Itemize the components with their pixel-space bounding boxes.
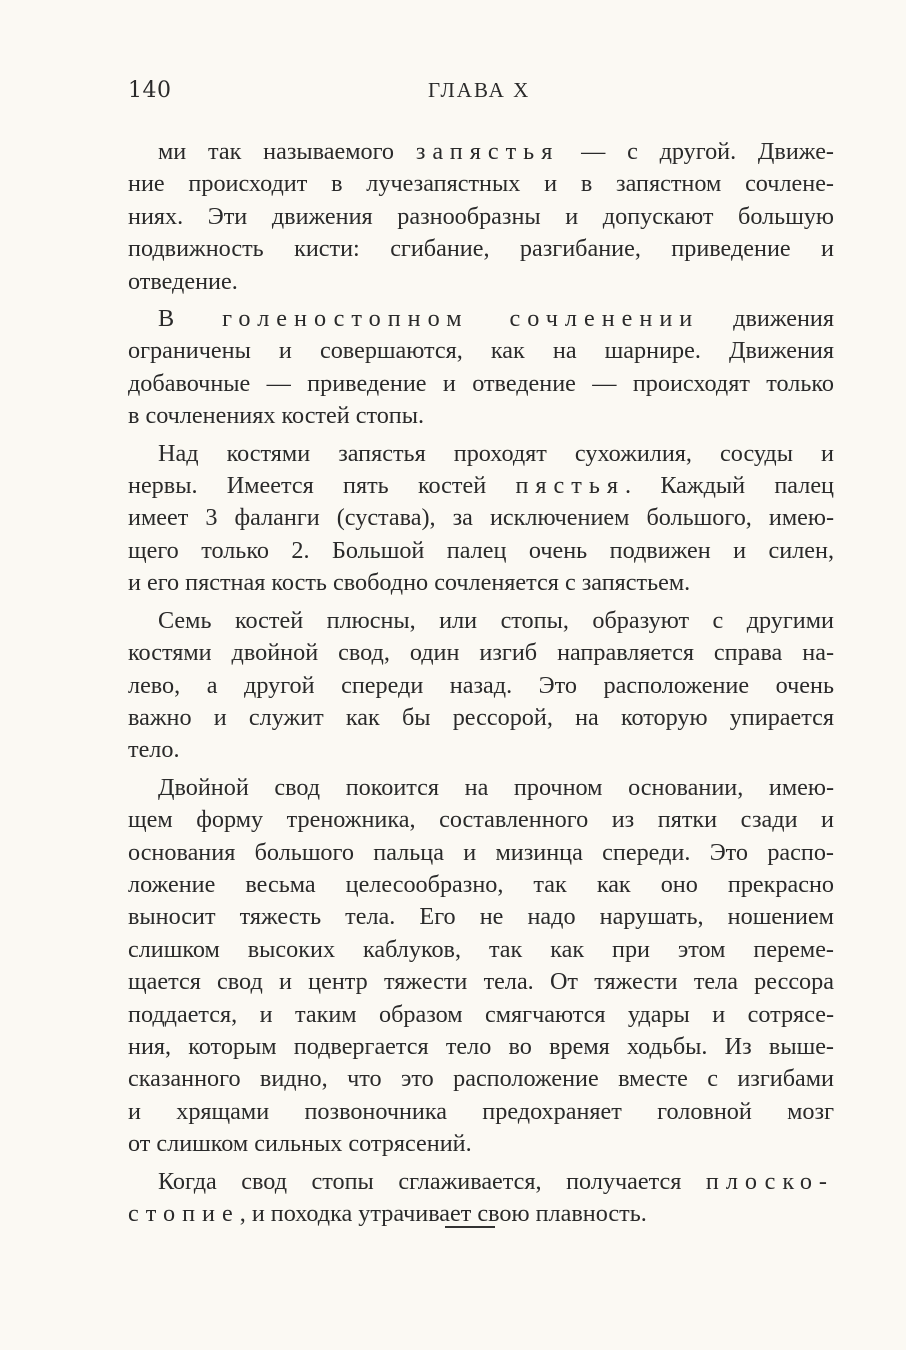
text-line <box>128 999 834 1031</box>
spaced-emphasis: В голеностопном сочленении <box>158 305 700 333</box>
text-line <box>128 934 834 966</box>
text-segment: в сочленениях костей стопы. <box>128 402 425 430</box>
text-segment: нервы. Имеется пять костей <box>128 472 516 500</box>
spaced-emphasis: плоско- <box>705 1167 834 1195</box>
text-segment: Семь костей плюсны, или стопы, образуют с другими <box>158 606 834 634</box>
text-segment: выносит тяжесть тела. Его не надо нарушать, ношением <box>128 903 834 931</box>
text-segment: ми так называемого <box>158 138 416 165</box>
text-line <box>128 605 834 637</box>
text-line <box>128 1166 834 1198</box>
text-line <box>128 772 834 804</box>
text-line <box>128 368 834 400</box>
text-segment: лево, а другой спереди назад. Это расположение очень <box>128 671 834 699</box>
text-line <box>128 837 834 869</box>
text-segment: тело. <box>128 736 180 764</box>
text-segment: ограничены и совершаются, как на шарнире. Движения <box>128 337 834 365</box>
text-line <box>128 869 834 901</box>
text-line <box>128 966 834 998</box>
page-header <box>128 78 828 108</box>
running-head: ГЛАВА X <box>428 78 531 102</box>
text-segment: добавочные — приведение и отведение — происходят только <box>128 369 834 397</box>
text-line <box>128 201 834 233</box>
text-line <box>128 734 834 766</box>
paragraph <box>128 1166 834 1231</box>
text-segment: . Каждый палец <box>625 472 835 500</box>
text-line <box>128 670 834 702</box>
text-segment: и его пястная кость свободно сочленяется с запястьем. <box>128 569 691 597</box>
text-line <box>128 535 834 567</box>
text-segment: ниях. Эти движения разнообразны и допускают большую <box>128 202 834 230</box>
paragraph <box>128 772 834 1161</box>
spaced-emphasis: стопие <box>128 1200 240 1227</box>
text-segment: щается свод и центр тяжести тела. От тяжести тела рессора <box>128 968 834 996</box>
text-segment: — с другой. Движе- <box>559 138 834 165</box>
paragraph <box>128 605 834 767</box>
text-segment: , и походка утрачивает свою плавность. <box>239 1200 647 1227</box>
text-line <box>128 335 834 367</box>
text-line <box>128 266 834 298</box>
text-segment: отведение. <box>128 267 238 295</box>
text-line <box>128 303 834 335</box>
paragraph <box>128 136 834 298</box>
text-line <box>128 1128 834 1160</box>
section-end-rule <box>445 1226 495 1228</box>
text-line <box>128 233 834 265</box>
text-segment: Двойной свод покоится на прочном основании, имею- <box>158 773 834 801</box>
paragraph <box>128 438 834 600</box>
text-line <box>128 1096 834 1128</box>
text-line <box>128 1063 834 1095</box>
spaced-emphasis: пястья <box>515 472 625 500</box>
text-segment: ложение весьма целесообразно, так как оно прекрасно <box>128 870 834 898</box>
text-line <box>128 470 834 502</box>
text-segment: и хрящами позвоночника предохраняет головной мозг <box>128 1097 834 1125</box>
text-segment: имеет 3 фаланги (сустава), за исключением большого, имею- <box>128 504 834 532</box>
text-line <box>128 567 834 599</box>
text-segment: Над костями запястья проходят сухожилия, сосуды и <box>158 439 834 467</box>
text-line <box>128 901 834 933</box>
text-line <box>128 702 834 734</box>
text-segment: поддается, и таким образом смягчаются удары и сотрясе- <box>128 1000 834 1028</box>
text-segment: сказанного видно, что это расположение вместе с изгибами <box>128 1065 834 1093</box>
text-segment: от слишком сильных сотрясений. <box>128 1130 472 1158</box>
text-segment: подвижность кисти: сгибание, разгибание, приведение и <box>128 235 834 263</box>
text-segment: ния, которым подвергается тело во время ходьбы. Из выше- <box>128 1032 834 1060</box>
text-line <box>128 637 834 669</box>
text-segment: слишком высоких каблуков, так как при этом переме- <box>128 935 834 963</box>
body-text <box>128 136 834 1235</box>
paragraph <box>128 303 834 433</box>
text-line <box>128 400 834 432</box>
spaced-emphasis: запястья <box>415 138 560 165</box>
text-segment: ние происходит в лучезапястных и в запястном сочлене- <box>128 170 834 198</box>
text-segment: основания большого пальца и мизинца спереди. Это распо- <box>128 838 834 866</box>
text-line <box>128 168 834 200</box>
text-line <box>128 804 834 836</box>
text-line <box>128 136 834 168</box>
text-line <box>128 502 834 534</box>
text-segment: костями двойной свод, один изгиб направляется справа на- <box>128 639 834 667</box>
text-segment: щем форму треножника, составленного из пятки сзади и <box>128 806 834 834</box>
page-number: 140 <box>128 78 172 103</box>
text-segment: важно и служит как бы рессорой, на которую упирается <box>128 703 834 731</box>
text-line <box>128 1031 834 1063</box>
text-segment: Когда свод стопы сглаживается, получается <box>158 1167 706 1195</box>
text-segment: щего только 2. Большой палец очень подвижен и силен, <box>128 536 834 564</box>
text-line <box>128 438 834 470</box>
text-segment: движения <box>699 305 834 333</box>
